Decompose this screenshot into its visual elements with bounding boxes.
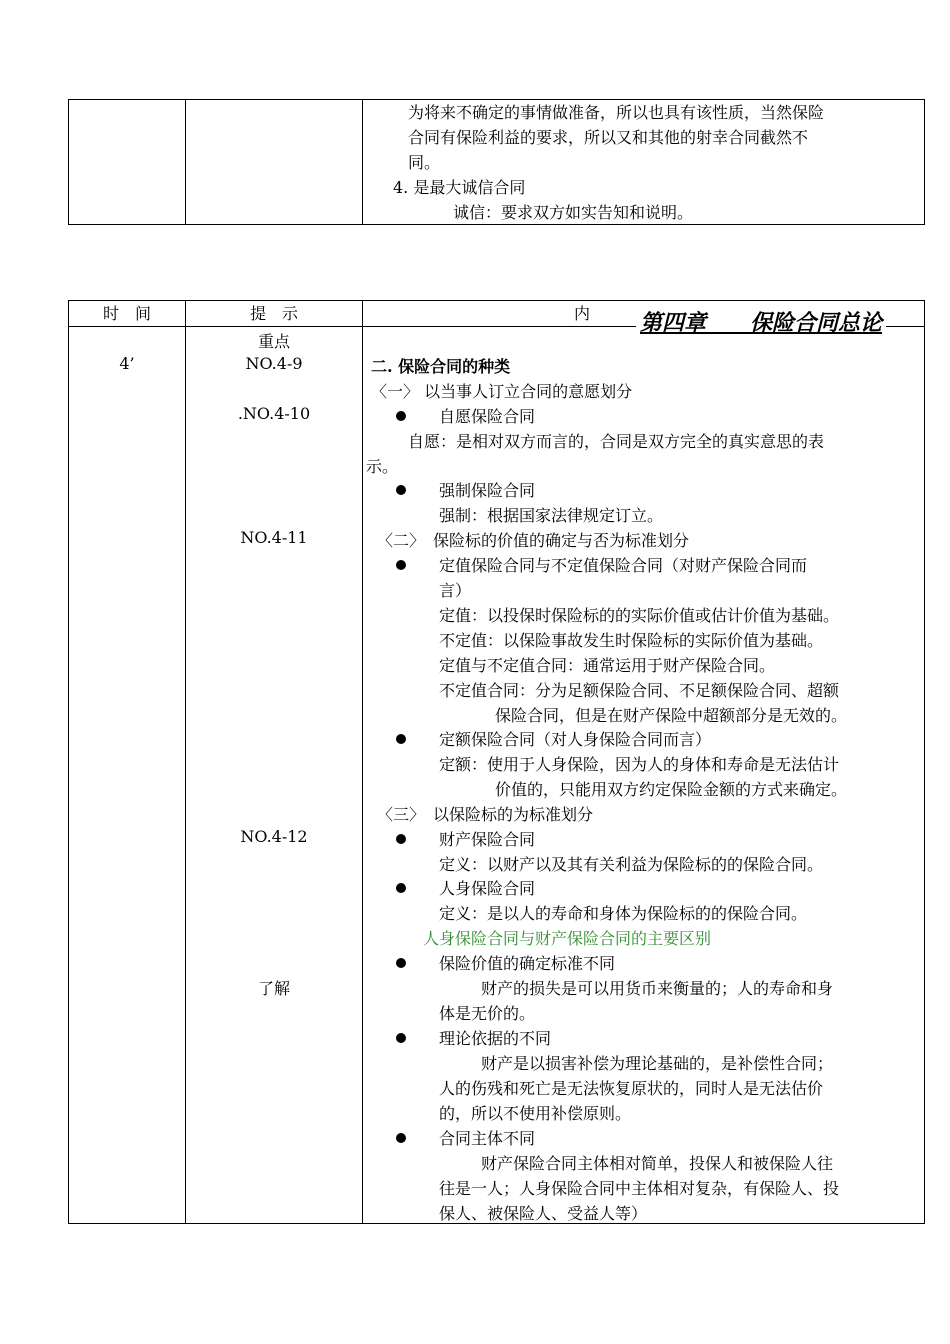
content-line: 往是一人；人身保险合同中主体相对复杂，有保险人、投 [439,1179,840,1198]
bullet-icon [396,828,406,847]
top-line-1: 为将来不确定的事情做准备，所以也具有该性质，当然保险 [408,103,825,122]
hint-understand: 了解 [257,979,290,998]
content-line: 言） [439,581,472,600]
content-line: 保人、被保险人、受益人等） [439,1204,648,1223]
content-line: 自愿：是相对双方而言的，合同是双方完全的真实意思的表 [408,432,825,451]
content-line: 财产的损失是可以用货币来衡量的；人的寿命和身 [481,979,834,998]
top-line-3: 同。 [408,153,441,172]
content-line: 定值保险合同与不定值保险合同（对财产保险合同而 [439,556,808,575]
chapter-title: 第四章 保险合同总论 [636,306,886,337]
content-line: 保险合同，但是在财产保险中超额部分是无效的。 [495,706,848,725]
content-line: 价值的，只能用双方约定保险金额的方式来确定。 [495,780,848,799]
content-line: 定义：是以人的寿命和身体为保险标的的保险合同。 [439,904,808,923]
content-line: 体是无价的。 [439,1004,536,1023]
content-line: 〈二〉 保险标的价值的确定与否为标准划分 [377,531,690,550]
content-cell [363,327,925,1224]
content-line: 自愿保险合同 [439,407,536,426]
content-line: 示。 [366,457,399,476]
time-cell [69,327,186,1224]
content-line: 定值：以投保时保险标的的实际价值或估计价值为基础。 [439,606,840,625]
top-content-cell [363,100,925,225]
top-table [68,99,925,225]
header-time: 时 间 [69,301,186,327]
hint-no-4-11: NO.4-11 [240,528,308,547]
hint-no-4-10: .NO.4-10 [237,404,311,423]
content-line: 财产是以损害补偿为理论基础的，是补偿性合同； [481,1054,834,1073]
content-line: 不定值：以保险事故发生时保险标的实际价值为基础。 [439,631,824,650]
header-content-label: 内 [574,304,591,323]
top-hint-cell [186,100,363,225]
bullet-icon [396,877,406,896]
content-line: 人的伤残和死亡是无法恢复原状的，同时人是无法估价 [439,1079,824,1098]
content-line: 〈一〉 以当事人订立合同的意愿划分 [371,382,633,401]
bullet-icon [396,405,406,424]
content-line: 合同主体不同 [439,1129,536,1148]
time-value: 4’ [119,354,135,373]
content-line: 定额：使用于人身保险，因为人的身体和寿命是无法估计 [439,755,840,774]
content-line: 〈三〉 以保险标的为标准划分 [377,805,594,824]
content-line: 强制：根据国家法律规定订立。 [439,506,664,525]
content-line: 不定值合同：分为足额保险合同、不足额保险合同、超额 [439,681,840,700]
bullet-icon [396,1027,406,1046]
comparison-heading: 人身保险合同与财产保险合同的主要区别 [423,929,712,948]
content-line: 的，所以不使用补偿原则。 [439,1104,632,1123]
header-hint: 提 示 [186,301,363,327]
top-line-5: 诚信：要求双方如实告知和说明。 [453,203,694,222]
hint-no-4-9: NO.4-9 [245,354,303,373]
top-line-4: 4. 是最大诚信合同 [393,178,526,197]
content-line: 理论依据的不同 [439,1029,552,1048]
content-line: 人身保险合同 [439,879,536,898]
content-line: 财产保险合同 [439,830,536,849]
bullet-icon [396,479,406,498]
content-line: 定值与不定值合同：通常运用于财产保险合同。 [439,656,776,675]
main-table [68,300,925,1224]
content-line: 定额保险合同（对人身保险合同而言） [439,730,712,749]
hint-key: 重点 [257,332,290,351]
bullet-icon [396,952,406,971]
hint-no-4-12: NO.4-12 [240,827,308,846]
bullet-icon [396,728,406,747]
top-line-2: 合同有保险利益的要求，所以又和其他的射幸合同截然不 [408,128,809,147]
hint-cell [186,327,363,1224]
content-line: 保险价值的确定标准不同 [439,954,616,973]
bullet-icon [396,554,406,573]
content-line: 定义：以财产以及其有关利益为保险标的的保险合同。 [439,855,824,874]
section-title: 二. 保险合同的种类 [371,357,511,376]
content-line: 强制保险合同 [439,481,536,500]
content-line: 财产保险合同主体相对简单，投保人和被保险人往 [481,1154,834,1173]
top-time-cell [69,100,186,225]
bullet-icon [396,1127,406,1146]
